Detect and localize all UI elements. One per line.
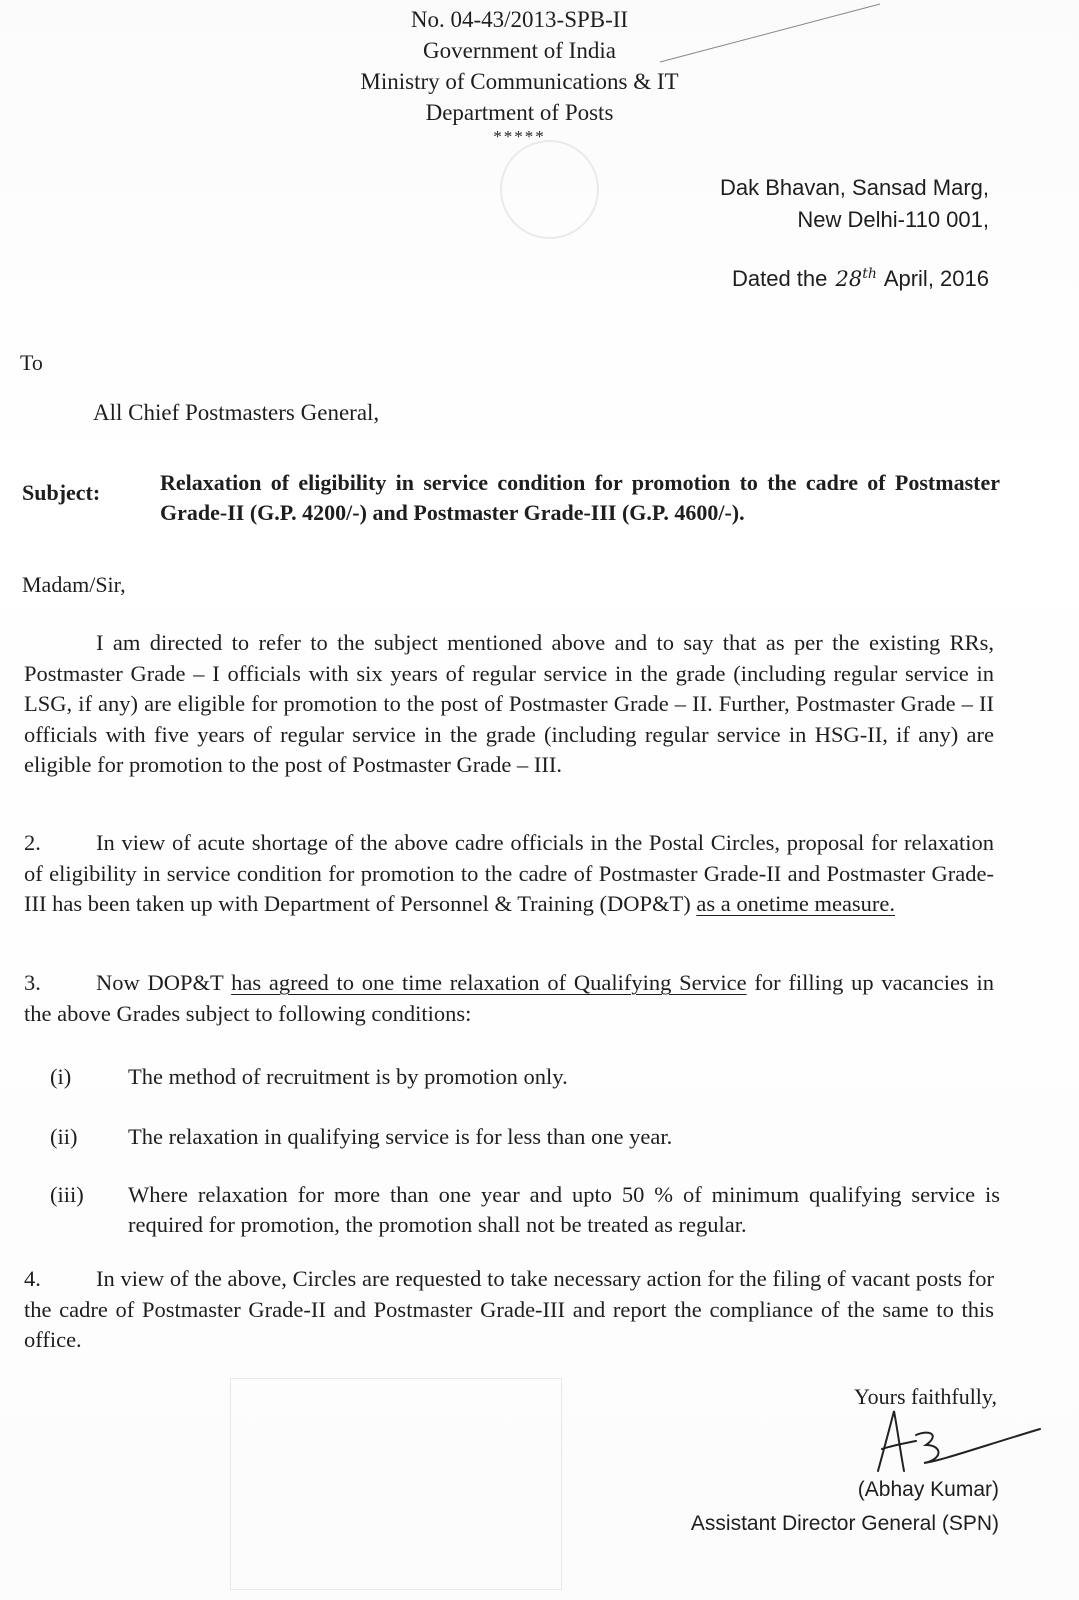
ministry-name: Ministry of Communications & IT	[360, 69, 679, 94]
condition-item	[50, 1122, 1000, 1152]
paragraph-3-underlined: has agreed to one time relaxation of Qualifying Service	[231, 970, 747, 995]
date-month-year: April, 2016	[883, 266, 989, 291]
signer-designation: Assistant Director General (SPN)	[690, 1512, 999, 1535]
paragraph-2-underlined: as a onetime measure.	[696, 891, 896, 916]
handwritten-signature	[860, 1405, 1050, 1485]
paragraph-3-number: 3.	[24, 970, 41, 995]
subject-label: Subject:	[22, 480, 101, 505]
addressee: All Chief Postmasters General,	[93, 400, 380, 425]
condition-text: The method of recruitment is by promotion only.	[128, 1064, 568, 1089]
paragraph-4	[24, 1264, 994, 1356]
paragraph-1-text: I am directed to refer to the subject mentioned above and to say that as per the existing RRs, Postmaster Grade – I officials with six years of regular service in the grade (including regular service in LSG, if any) are eligible for promotion to the post of Postmaster Grade – II. Further, Postmaster Grade – II officials with five years of regular service in the grade (including regular service in HSG-II, if any) are eligible for promotion to the post of Postmaster Grade – III.	[24, 630, 994, 777]
file-number: No. 04-43/2013-SPB-II	[410, 7, 629, 32]
paragraph-2-text: In view of acute shortage of the above cadre officials in the Postal Circles, proposal for relaxation of eligibility in service condition for promotion to the cadre of Postmaster Grade-II and Postmaster Grade-III has been taken up with Department of Personnel & Training (DOP&T)	[24, 830, 994, 916]
paragraph-3-lead: Now DOP&T	[96, 970, 224, 995]
date-day: 28	[835, 267, 863, 291]
date-day-suffix: th	[862, 266, 877, 282]
valediction: Yours faithfully,	[853, 1384, 997, 1409]
paragraph-3	[24, 968, 994, 1029]
paragraph-2-number: 2.	[24, 830, 41, 855]
paragraph-4-text: In view of the above, Circles are requested to take necessary action for the filing of vacant posts for the cadre of Postmaster Grade-II and Postmaster Grade-III and report the compliance of the same to this office.	[24, 1266, 994, 1352]
header-separator: *****	[493, 127, 546, 146]
condition-marker: (ii)	[50, 1124, 78, 1149]
condition-marker: (iii)	[50, 1182, 84, 1207]
stamp-ghost-mark	[500, 140, 599, 239]
condition-marker: (i)	[50, 1064, 72, 1089]
to-label: To	[20, 350, 43, 375]
address-line-2: New Delhi-110 001,	[797, 207, 989, 232]
government-name: Government of India	[423, 38, 616, 63]
paragraph-3-tail: for filling up vacancies in the above Grades subject to following conditions:	[24, 970, 995, 1026]
stamp-ghost-box	[230, 1378, 562, 1590]
paragraph-2	[24, 828, 994, 920]
paragraph-4-number: 4.	[24, 1266, 41, 1291]
condition-item	[50, 1180, 1000, 1240]
letter-date	[732, 266, 989, 292]
letterhead	[0, 4, 1079, 146]
address-line-1: Dak Bhavan, Sansad Marg,	[719, 175, 989, 200]
department-name: Department of Posts	[425, 100, 614, 125]
salutation: Madam/Sir,	[22, 572, 126, 597]
office-address	[720, 172, 989, 236]
paragraph-1	[24, 628, 994, 781]
condition-text: Where relaxation for more than one year and upto 50 % of minimum qualifying service is required for promotion, the promotion shall not be treated as regular.	[128, 1182, 1000, 1237]
date-prefix: Dated the	[731, 266, 828, 291]
date-day-handwritten	[836, 267, 877, 291]
signer-name: (Abhay Kumar)	[857, 1478, 999, 1501]
subject-text: Relaxation of eligibility in service condition for promotion to the cadre of Postmaster Grade-II (G.P. 4200/-) and Postmaster Grade-III (G.P. 4600/-).	[160, 470, 1000, 525]
condition-text: The relaxation in qualifying service is for less than one year.	[128, 1124, 673, 1149]
condition-item	[50, 1062, 1000, 1092]
